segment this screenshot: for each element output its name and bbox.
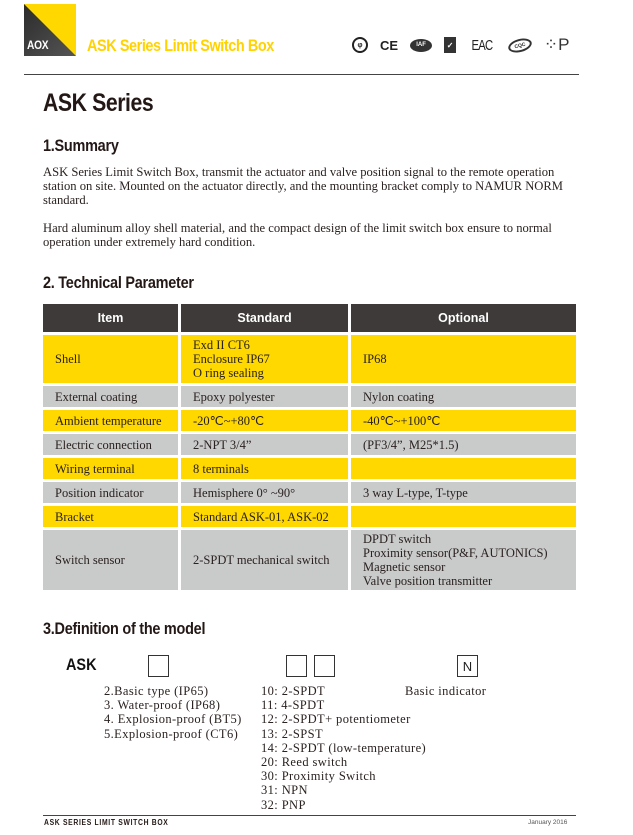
cell-optional: Nylon coating bbox=[351, 386, 576, 407]
cell-line: Magnetic sensor bbox=[363, 560, 446, 574]
list-item: 5.Explosion-proof (CT6) bbox=[104, 726, 239, 741]
cell-optional: 3 way L-type, T-type bbox=[351, 482, 576, 503]
model-prefix: ASK bbox=[66, 655, 97, 674]
table-row bbox=[43, 506, 576, 527]
model-switch-list bbox=[261, 684, 426, 812]
technical-heading: 2. Technical Parameter bbox=[43, 273, 194, 292]
list-item: 14: 2-SPDT (low-temperature) bbox=[261, 740, 427, 755]
eac-mark-icon: EAC bbox=[471, 36, 493, 54]
cell-item: Position indicator bbox=[43, 482, 178, 503]
table-row bbox=[43, 530, 576, 590]
cell-line: Proximity sensor(P&F, AUTONICS) bbox=[363, 546, 548, 560]
list-item: 30: Proximity Switch bbox=[261, 769, 376, 784]
cell-item: Bracket bbox=[43, 506, 178, 527]
model-type-list bbox=[104, 684, 242, 741]
cell-optional: (PF3/4”, M25*1.5) bbox=[351, 434, 576, 455]
column-header-item: Item bbox=[43, 304, 178, 332]
table-row bbox=[43, 386, 576, 407]
summary-paragraph-1: ASK Series Limit Switch Box, transmit the actuator and valve position signal to the remote operation station on site. Mounted on the actuator directly, and the mounting bracket comply to NAMUR NORM standard. bbox=[43, 165, 563, 207]
cell-item: External coating bbox=[43, 386, 178, 407]
cell-standard: Standard ASK-01, ASK-02 bbox=[181, 506, 348, 527]
technical-parameter-table bbox=[43, 304, 576, 593]
p-mark-cert-icon: ⁘P bbox=[543, 35, 570, 54]
table-header-row bbox=[43, 304, 576, 332]
summary-heading: 1.Summary bbox=[43, 136, 119, 155]
header-title: ASK Series Limit Switch Box bbox=[87, 36, 274, 55]
model-heading: 3.Definition of the model bbox=[43, 619, 206, 638]
cell-optional: IP68 bbox=[351, 335, 576, 383]
cell-item: Switch sensor bbox=[43, 530, 178, 590]
header-divider bbox=[24, 74, 579, 75]
model-indicator-label: Basic indicator bbox=[405, 684, 487, 698]
cell-item: Electric connection bbox=[43, 434, 178, 455]
green-leaf-cert-icon: φ bbox=[352, 37, 368, 53]
cell-line: Enclosure IP67 bbox=[193, 352, 270, 366]
cell-standard: 2-NPT 3/4” bbox=[181, 434, 348, 455]
cell-item: Wiring terminal bbox=[43, 458, 178, 479]
cell-standard: 8 terminals bbox=[181, 458, 348, 479]
page-title: ASK Series bbox=[43, 89, 154, 117]
cell-line: O ring sealing bbox=[193, 366, 264, 380]
list-item: 20: Reed switch bbox=[261, 755, 348, 770]
list-item: 2.Basic type (IP65) bbox=[104, 684, 209, 698]
column-header-optional: Optional bbox=[351, 304, 576, 332]
column-header-standard: Standard bbox=[181, 304, 348, 332]
cell-standard bbox=[181, 335, 348, 383]
footer-title: ASK SERIES LIMIT SWITCH BOX bbox=[44, 818, 169, 827]
table-row bbox=[43, 482, 576, 503]
model-switch-box-2 bbox=[314, 655, 335, 677]
list-item: 10: 2-SPDT bbox=[261, 684, 326, 698]
model-type-box bbox=[148, 655, 169, 677]
table-row bbox=[43, 434, 576, 455]
list-item: 12: 2-SPDT+ potentiometer bbox=[261, 712, 411, 727]
list-item: 4. Explosion-proof (BT5) bbox=[104, 712, 242, 727]
cell-optional bbox=[351, 458, 576, 479]
list-item: 3. Water-proof (IP68) bbox=[104, 698, 221, 713]
list-item: 32: PNP bbox=[261, 797, 306, 812]
cell-optional bbox=[351, 506, 576, 527]
aox-logo bbox=[24, 4, 76, 56]
cell-item: Ambient temperature bbox=[43, 410, 178, 431]
cell-line: DPDT switch bbox=[363, 532, 432, 546]
cell-optional bbox=[351, 530, 576, 590]
list-item: 11: 4-SPDT bbox=[261, 698, 325, 713]
ce-mark-icon: CE bbox=[380, 37, 399, 53]
quality-check-cert-icon: ✓ bbox=[444, 37, 456, 53]
model-indicator-box: N bbox=[457, 655, 478, 677]
cell-standard: Epoxy polyester bbox=[181, 386, 348, 407]
model-switch-box-1 bbox=[286, 655, 307, 677]
cell-item: Shell bbox=[43, 335, 178, 383]
ccc-oval-cert-icon: CQC bbox=[507, 36, 534, 55]
cell-optional: -40℃~+100℃ bbox=[351, 410, 576, 431]
cell-standard: -20℃~+80℃ bbox=[181, 410, 348, 431]
cell-line: Exd II CT6 bbox=[193, 338, 250, 352]
certification-icons bbox=[352, 37, 570, 53]
footer-date: January 2016 bbox=[528, 819, 568, 826]
iaf-cert-icon: IAF bbox=[410, 39, 432, 52]
table-row bbox=[43, 458, 576, 479]
table-row bbox=[43, 410, 576, 431]
list-item: 13: 2-SPST bbox=[261, 726, 324, 741]
footer-divider bbox=[43, 815, 576, 816]
logo-text: AOX bbox=[27, 38, 49, 52]
summary-paragraph-2: Hard aluminum alloy shell material, and the compact design of the limit switch box ensure to normal operation under extremely hard condition. bbox=[43, 221, 552, 249]
cell-line: Valve position transmitter bbox=[363, 574, 493, 588]
table-row bbox=[43, 335, 576, 383]
list-item: 31: NPN bbox=[261, 783, 308, 798]
cell-standard: 2-SPDT mechanical switch bbox=[181, 530, 348, 590]
cell-standard: Hemisphere 0° ~90° bbox=[181, 482, 348, 503]
